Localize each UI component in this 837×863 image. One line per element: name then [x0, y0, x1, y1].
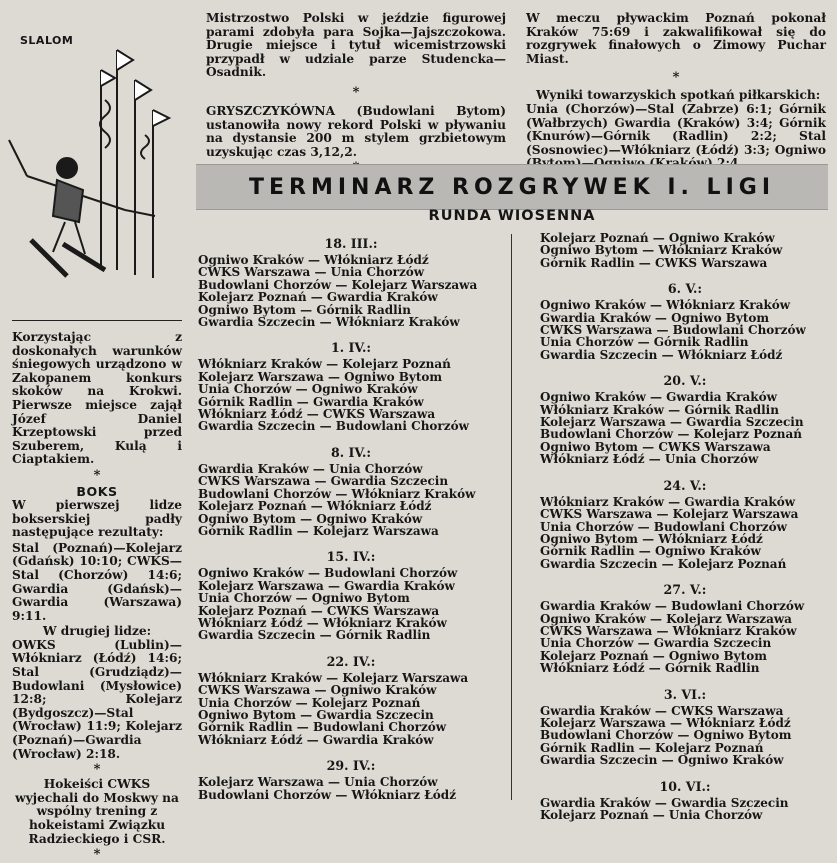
- match-row: Górnik Radlin — Gwardia Kraków: [198, 394, 424, 409]
- football-results: Unia (Chorzów)—Stal (Zabrze) 6:1; Górnik (Wałbrzych) Gwardia (Kraków) 3:4; Górnik (Knurów)—Górnik (Radlin) 2:2; Stal (Sosnowiec)—Włókniarz (Łódź) 3:3; Ogniwo: [526, 101, 826, 157]
- match-row: Ogniwo Kraków — Włókniarz Kraków: [540, 298, 791, 313]
- round-date: 10. VI.:: [659, 778, 711, 794]
- match-row: Ogniwo Bytom — Górnik Radlin: [198, 302, 411, 317]
- schedule-right-column: [540, 232, 830, 833]
- round-block: [540, 582, 830, 674]
- round-date: 24. V.:: [663, 477, 707, 493]
- match-row: CWKS Warszawa — Budowlani Chorzów: [540, 323, 806, 338]
- round-date: 1. IV.:: [330, 340, 372, 356]
- match-row: Unia Chorzów — Gwardia Szczecin: [540, 636, 772, 651]
- match-row: Włókniarz Łódź — Włókniarz Kraków: [198, 615, 447, 630]
- match-row: Unia Chorzów — Górnik Radlin: [540, 335, 749, 350]
- match-row: Ogniwo Kraków — Gwardia Kraków: [540, 390, 777, 405]
- separator-star: *: [672, 70, 680, 86]
- round-block: [540, 373, 830, 465]
- match-row: Kolejarz Poznań — CWKS Warszawa: [198, 603, 440, 618]
- match-row: Kolejarz Poznań — Gwardia Kraków: [198, 290, 438, 305]
- match-row: Włókniarz Kraków — Kolejarz Warszawa: [198, 670, 469, 685]
- match-row: Gwardia Kraków — Ogniwo Bytom: [540, 310, 770, 325]
- match-row: Kolejarz Warszawa — Unia Chorzów: [198, 775, 438, 790]
- boks-title: BOKS: [76, 483, 118, 499]
- match-row: Budowlani Chorzów — Kolejarz Poznań: [540, 427, 803, 442]
- match-row: Unia Chorzów — Kolejarz Poznań: [198, 695, 421, 710]
- match-row: Kolejarz Poznań — Ogniwo Bytom: [540, 648, 767, 663]
- match-row: Kolejarz Poznań — Ogniwo Kraków: [540, 231, 775, 245]
- round-date: 8. IV.:: [330, 444, 372, 460]
- match-row: Ogniwo Bytom — Włókniarz Łódź: [540, 531, 763, 546]
- schedule-banner: [196, 164, 828, 210]
- divider: [12, 320, 182, 321]
- round-date: 22. IV.:: [326, 653, 376, 669]
- round-block: [198, 549, 504, 641]
- round-block: [540, 687, 830, 767]
- match-row: Ogniwo Bytom — CWKS Warszawa: [540, 439, 771, 454]
- match-row: Gwardia Szczecin — Ogniwo Kraków: [540, 753, 784, 768]
- skier-illustration: [5, 40, 180, 280]
- match-row: Budowlani Chorzów — Włókniarz Kraków: [198, 486, 476, 501]
- separator-star: *: [93, 847, 101, 863]
- match-row: Unia Chorzów — Budowlani Chorzów: [540, 519, 787, 534]
- match-row: Kolejarz Warszawa — Włókniarz Łódź: [540, 715, 791, 730]
- match-row: Gwardia Szczecin — Górnik Radlin: [198, 628, 431, 643]
- match-row: Budowlani Chorzów — Ogniwo Bytom: [540, 728, 792, 743]
- match-row: CWKS Warszawa — Ogniwo Kraków: [198, 683, 437, 698]
- match-row: Gwardia Szczecin — Włókniarz Łódź: [540, 347, 783, 362]
- match-row: Ogniwo Kraków — Kolejarz Warszawa: [540, 611, 792, 626]
- round-date: 3. VI.:: [663, 686, 707, 702]
- hockey-article: Hokeiści CWKS wyjechali do Moskwy na wspólny trening z hokeistami Związku Radzieckiego i CSR.: [15, 777, 179, 846]
- round-block: [198, 340, 504, 432]
- match-row: Górnik Radlin — Kolejarz Poznań: [540, 740, 764, 755]
- swim-record-article: GRYSZCZYKÓWNA (Budowlani Bytom) ustanowiła nowy rekord Polski w pływaniu na dystansie 200 m stylem grzbietowym uzyskując czas 3,12,2.: [206, 103, 506, 159]
- match-row: Unia Chorzów — Ogniwo Kraków: [198, 382, 418, 397]
- round-block: [198, 445, 504, 537]
- boks-results-2: OWKS (Lublin)—Włókniarz (Łódź) 14:6; Stal (Grudziądz)—Budowlani (Mysłowice) 12:8; Kolejarz (Bydgoszcz)—Stal (Wrocław) 11:9; Kolejarz (Poznań)—Gwardia (Wrocław) 2:18.: [12, 637, 182, 761]
- match-row: CWKS Warszawa — Unia Chorzów: [198, 265, 425, 280]
- separator-star: *: [93, 467, 101, 483]
- match-row: Budowlani Chorzów — Włókniarz Łódź: [198, 787, 457, 802]
- match-row: Ogniwo Kraków — Włókniarz Łódź: [198, 253, 429, 267]
- schedule-title: TERMINARZ ROZGRYWEK I. LIGI: [248, 174, 775, 200]
- left-column: [12, 320, 182, 863]
- round-block: [540, 779, 830, 822]
- match-row: Kolejarz Poznań — Włókniarz Łódź: [198, 499, 432, 514]
- slalom-title: SLALOM: [20, 34, 74, 47]
- match-row: Kolejarz Warszawa — Ogniwo Bytom: [198, 369, 443, 384]
- match-row: Włókniarz Kraków — Kolejarz Poznań: [198, 357, 451, 372]
- top-right-column: [526, 12, 826, 171]
- round-date: 15. IV.:: [326, 549, 376, 565]
- round-date: 29. IV.:: [326, 758, 376, 774]
- match-row: Gwardia Kraków — Unia Chorzów: [198, 461, 423, 476]
- match-row: Górnik Radlin — Ogniwo Kraków: [540, 544, 761, 559]
- match-row: Górnik Radlin — Kolejarz Warszawa: [198, 523, 439, 538]
- round-block: [198, 758, 504, 801]
- boks-intro: W pierwszej lidze bokserskiej padły następujące rezultaty:: [12, 497, 182, 540]
- match-row: Ogniwo Bytom — Ogniwo Kraków: [198, 511, 423, 526]
- top-middle-column: [206, 12, 506, 176]
- match-row: Górnik Radlin — Budowlani Chorzów: [198, 720, 447, 735]
- round-block: [540, 478, 830, 570]
- match-row: Ogniwo Bytom — Włókniarz Kraków: [540, 243, 783, 258]
- round-block: [198, 236, 504, 328]
- match-row: Włókniarz Kraków — Gwardia Kraków: [540, 494, 796, 509]
- match-row: Budowlani Chorzów — Kolejarz Warszawa: [198, 277, 478, 292]
- match-row: Ogniwo Bytom — Gwardia Szczecin: [198, 707, 434, 722]
- match-row: Ogniwo Kraków — Budowlani Chorzów: [198, 566, 458, 581]
- match-row: Gwardia Kraków — Gwardia Szczecin: [540, 795, 789, 810]
- match-row: Kolejarz Warszawa — Gwardia Kraków: [198, 578, 455, 593]
- separator-star: *: [352, 84, 360, 100]
- swim-meet-article: W meczu pływackim Poznań pokonał Kraków 75:69 i zakwalifikował się do rozgrywek finałowych o Zimowy Puchar Miast.: [526, 11, 826, 66]
- match-row: Górnik Radlin — CWKS Warszawa: [540, 255, 768, 270]
- match-row: Gwardia Szczecin — Włókniarz Kraków: [198, 315, 460, 330]
- boks-intro-2: W drugiej lidze:: [42, 624, 152, 639]
- round-block: [198, 654, 504, 746]
- slalom-article: Korzystając z doskonałych warunków śniegowych urządzono w Zakopanem konkurs skoków na Krokwi. Pierwsze miejsce zajął Józef Daniel Krzeptowski przed Szuberem, Kulą i Ciaptakiem.: [12, 330, 182, 467]
- match-row: Włókniarz Łódź — Unia Chorzów: [540, 452, 759, 467]
- boks-results-1: Stal (Poznań)—Kolejarz (Gdańsk) 10:10; CWKS—Stal (Chorzów) 14:6; Gwardia (Gdańsk)—Gwardia (Warszawa) 9:11.: [12, 540, 182, 623]
- round-block: [540, 232, 830, 269]
- round-block: [540, 281, 830, 361]
- schedule-left-column: [198, 236, 504, 813]
- match-row: Gwardia Kraków — Budowlani Chorzów: [540, 599, 805, 614]
- match-row: Unia Chorzów — Ogniwo Bytom: [198, 591, 410, 606]
- match-row: Kolejarz Poznań — Unia Chorzów: [540, 808, 763, 822]
- figure-skating-article: Mistrzostwo Polski w jeździe figurowej parami zdobyła para Sojka—Jajszczokowa. Drugie miejsce i tytuł wicemistrzowski przypadł w udziale parze Studencka—Osadnik.: [206, 11, 506, 80]
- match-row: CWKS Warszawa — Włókniarz Kraków: [540, 623, 797, 638]
- round-date: 6. V.:: [667, 281, 703, 297]
- match-row: Gwardia Szczecin — Kolejarz Poznań: [540, 556, 787, 571]
- match-row: CWKS Warszawa — Kolejarz Warszawa: [540, 507, 799, 522]
- round-date: 18. III.:: [324, 236, 378, 251]
- football-title: Wyniki towarzyskich spotkań piłkarskich:: [536, 88, 821, 103]
- match-row: Kolejarz Warszawa — Gwardia Szczecin: [540, 415, 804, 430]
- round-date: 27. V.:: [663, 582, 707, 598]
- match-row: Włókniarz Łódź — CWKS Warszawa: [198, 407, 436, 422]
- separator-star: *: [93, 762, 101, 778]
- match-row: Gwardia Kraków — CWKS Warszawa: [540, 703, 784, 718]
- round-date: 20. V.:: [663, 373, 707, 389]
- match-row: CWKS Warszawa — Gwardia Szczecin: [198, 474, 449, 489]
- match-row: Włókniarz Łódź — Gwardia Kraków: [198, 732, 434, 747]
- column-divider: [511, 234, 512, 800]
- match-row: Włókniarz Kraków — Górnik Radlin: [540, 402, 779, 417]
- match-row: Gwardia Szczecin — Budowlani Chorzów: [198, 419, 469, 434]
- match-row: Włókniarz Łódź — Górnik Radlin: [540, 661, 760, 676]
- schedule-subtitle: RUNDA WIOSENNA: [428, 208, 596, 224]
